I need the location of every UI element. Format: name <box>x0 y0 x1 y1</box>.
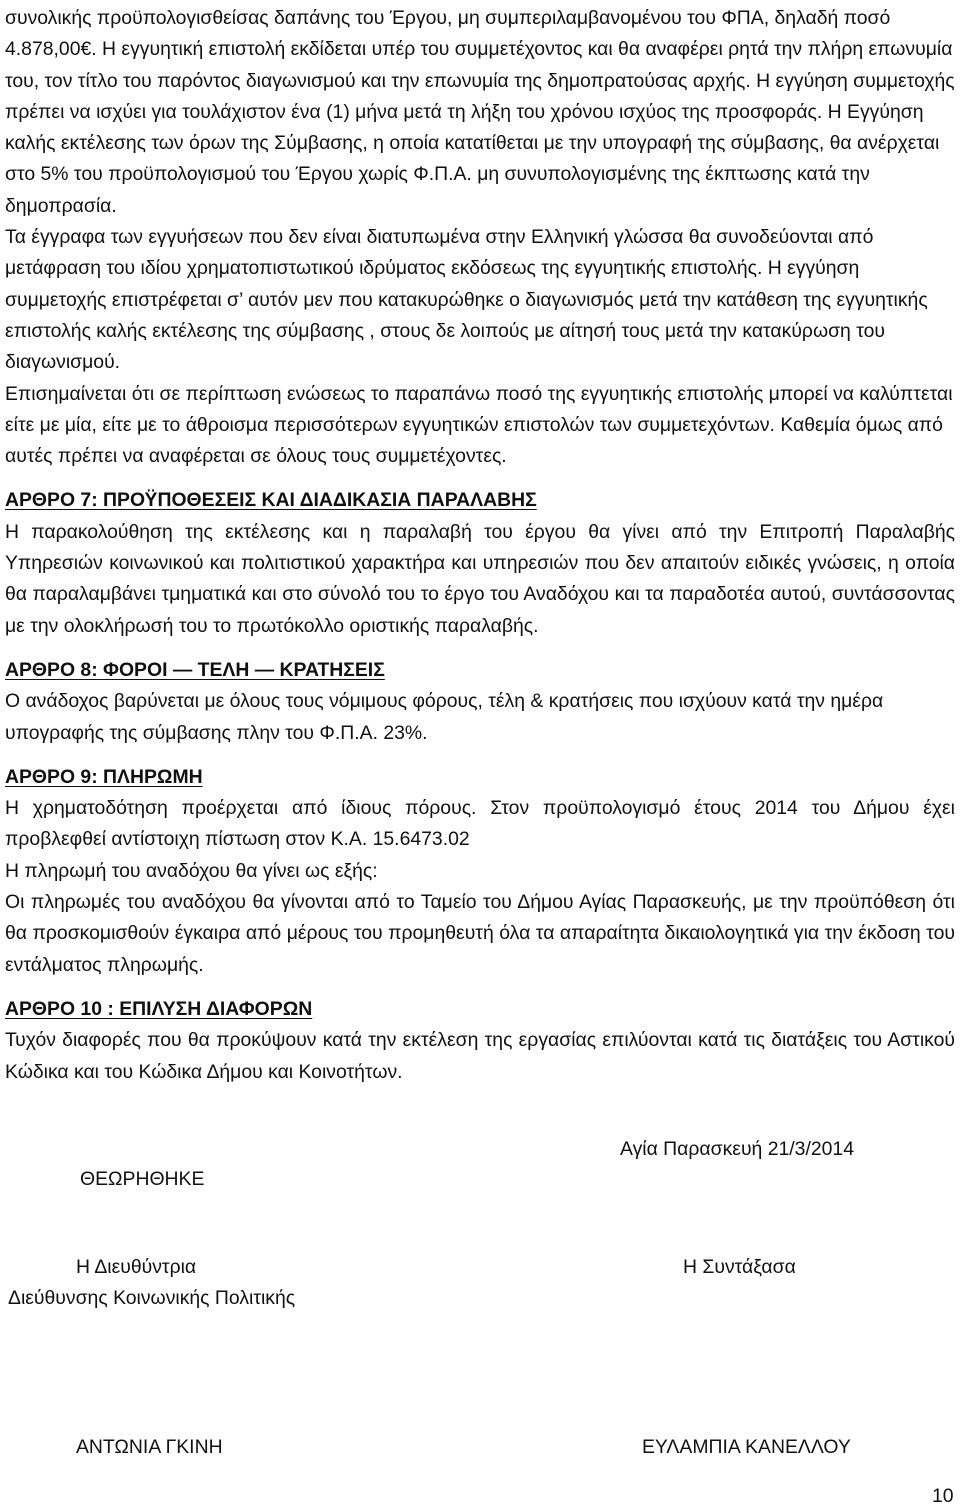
article-10-text: Τυχόν διαφορές που θα προκύψουν κατά την εκτέλεση της εργασίας επιλύονται κατά τις διατάξεις του Αστικού Κώδικα και του Κώδικα Δήμου και Κοινοτήτων. <box>5 1029 955 1083</box>
place-date: Αγία Παρασκευή 21/3/2014 <box>620 1138 854 1160</box>
article-7-text: Η παρακολούθηση της εκτέλεσης και η παραλαβή του έργου θα γίνει από την Επιτροπή Παραλαβής Υπηρεσιών κοινωνικού και πολιτιστικού χαρακτήρα και υπηρεσιών που δεν απαιτούν ειδικές γνώσεις, η οποία θα παραλαμβάνει τμηματικά και στο σύνολό του το έργο του Αναδόχου και τα παραδοτέα αυτού, συντάσσοντας με την ολοκλήρωσή του το πρωτόκολλο οριστικής παραλαβής. <box>5 520 955 637</box>
guarantee-paragraph: συνολικής προϋπολογισθείσας δαπάνης του Έργου, μη συμπεριλαμβανομένου του ΦΠΑ, δηλαδή ποσό 4.878,00€. Η εγγυητική επιστολή εκδίδεται υπέρ του συμμετέχοντος και θα αναφέρει ρητά την πλήρη επωνυμία του, τον τίτλο του παρόντος διαγωνισμού και την επωνυμία της δημοπρατούσας αρχής. Η εγγύηση συμμετοχής πρέπει να ισχύει για τουλάχιστον ένα (1) μήνα μετά τη λήξη του χρόνου ισχύος της προσφοράς. Η Εγγύηση καλής εκτέλεσης των όρων της Σύμβασης, η οποία κατατίθεται με την υπογραφή της σύμβασης, θα ανέρχεται στο 5% του προϋπολογισμού του Έργου χωρίς Φ.Π.Α. μη συνυπολογισμένης της έκπτωσης κατά την δημοπρασία. <box>5 7 955 217</box>
article-8-text: Ο ανάδοχος βαρύνεται με όλους τους νόμιμους φόρους, τέλη & κρατήσεις που ισχύουν κατά την ημέρα υπογραφής της σύμβασης πλην του Φ.Π.Α. 23%. <box>5 690 884 744</box>
guarantee-documents-paragraph: Τα έγγραφα των εγγυήσεων που δεν είναι διατυπωμένα στην Ελληνική γλώσσα θα συνοδεύονται από μετάφραση του ιδίου χρηματοπιστωτικού ιδρύματος εκδόσεως της εγγυητικής επιστολής. Η εγγύηση συμμετοχής επιστρέφεται σ’ αυτόν μεν που κατακυρώθηκε ο διαγωνισμός μετά την κατάθεση της εγγυητικής επιστολής καλής εκτέλεσης της σύμβασης , στους δε λοιπούς με αίτησή τους μετά την κατακύρωση του διαγωνισμού. <box>5 226 928 374</box>
joint-venture-paragraph: Επισημαίνεται ότι σε περίπτωση ενώσεως το παραπάνω ποσό της εγγυητικής επιστολής μπορεί να καλύπτεται είτε με μία, είτε με το άθροισμα περισσότερων εγγυητικών επιστολών των συμμετεχόντων. Καθεμία όμως από αυτές πρέπει να αναφέρεται σε όλους τους συμμετέχοντες. <box>5 382 953 468</box>
article-9-payment-intro: Η πληρωμή του αναδόχου θα γίνει ως εξής: <box>5 859 378 882</box>
composer-name: ΕΥΛΑΜΠΙΑ ΚΑΝΕΛΛΟΥ <box>642 1436 851 1458</box>
seen-label: ΘΕΩΡΗΘΗΚΕ <box>80 1168 205 1190</box>
article-10-heading: ΑΡΘΡΟ 10 : ΕΠΙΛΥΣΗ ΔΙΑΦΟΡΩΝ <box>5 997 313 1020</box>
text-column <box>5 3 955 1088</box>
composer-title: Η Συντάξασα <box>683 1256 796 1278</box>
article-8-heading: ΑΡΘΡΟ 8: ΦΟΡΟΙ — ΤΕΛΗ — ΚΡΑΤΗΣΕΙΣ <box>5 658 385 681</box>
director-name: ΑΝΤΩΝΙΑ ΓΚΙΝΗ <box>76 1436 223 1458</box>
article-7-heading: ΑΡΘΡΟ 7: ΠΡΟΫΠΟΘΕΣΕΙΣ ΚΑΙ ΔΙΑΔΙΚΑΣΙΑ ΠΑΡΑΛΑΒΗΣ <box>5 489 537 512</box>
article-9-payment-text: Οι πληρωμές του αναδόχου θα γίνονται από το Ταμείο του Δήμου Αγίας Παρασκευής, με την προϋπόθεση ότι θα προσκομισθούν έγκαιρα από μέρους του προμηθευτή όλα τα απαραίτητα δικαιολογητικά για την έκδοση του εντάλματος πληρωμής. <box>5 891 955 976</box>
article-9-funding-text: Η χρηματοδότηση προέρχεται από ίδιους πόρους. Στον προϋπολογισμό έτους 2014 του Δήμου έχει προβλεφθεί αντίστοιχη πίστωση στον Κ.Α. 15.6473.02 <box>5 797 955 851</box>
director-title: Η Διευθύντρια <box>76 1256 197 1278</box>
page-number: 10 <box>932 1485 954 1507</box>
director-department: Διεύθυνσης Κοινωνικής Πολιτικής <box>8 1287 296 1309</box>
article-9-heading: ΑΡΘΡΟ 9: ΠΛΗΡΩΜΗ <box>5 765 203 788</box>
